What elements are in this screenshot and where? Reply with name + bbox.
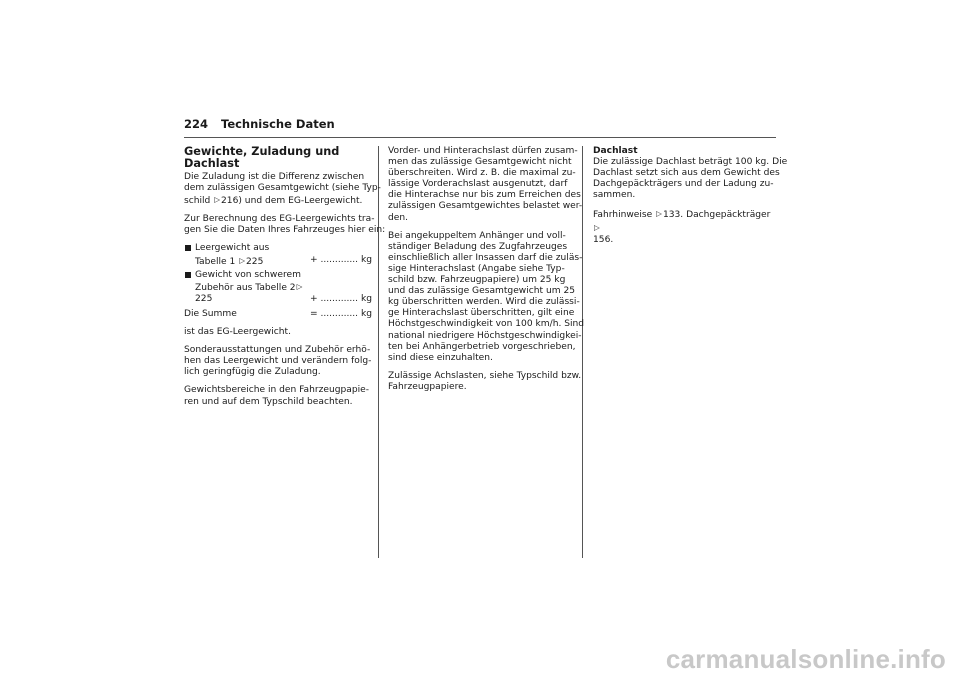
reference-arrow-icon: ▷	[296, 281, 303, 291]
page-title: Technische Daten	[221, 117, 335, 131]
trailer-paragraph: Bei angekuppeltem Anhänger und voll- ständiger Beladung des Zugfahrzeuges einschließlich aller Insassen darf die zuläs- sige Hinterachslast (Angabe siehe Typ- schild bzw. Fahrzeugpapiere) um 25 kg und das zulässige Gesamtgewicht um 25 kg überschritten werden. Wird die zulässi- ge Hinterachslast überschritten, gilt eine Höchstgeschwindigkeit von 100 km/h. Sind national niedrigere Höchstgeschwindigkei- ten bei Anhängerbetrieb vorgeschrieben, sind diese einzuhalten.	[388, 230, 585, 363]
square-bullet-icon	[185, 245, 191, 251]
axle-reference-paragraph: Zulässige Achslasten, siehe Typschild bzw. Fahrzeugpapiere.	[388, 370, 582, 392]
weight-entry-field: + ............. kg	[309, 254, 372, 265]
section-heading-line: Gewichte, Zuladung und	[184, 145, 340, 158]
column-divider-left	[378, 146, 379, 558]
result-text: ist das EG-Leergewicht.	[184, 327, 291, 338]
list-item-heavy-accessories: Gewicht von schwerem Zubehör aus Tabelle 2▷ 225 + ............. kg	[184, 270, 372, 305]
reference-arrow-icon: ▷	[214, 195, 221, 205]
section-heading	[184, 146, 372, 170]
reference-arrow-icon: ▷	[594, 222, 600, 232]
extras-paragraph: Sonderausstattungen und Zubehör erhö- hen das Leergewicht und verändern folg- lich geringfügig die Zuladung.	[184, 345, 372, 378]
reference-arrow-icon: ▷	[239, 255, 246, 265]
column-3	[593, 146, 788, 253]
weight-entry-field: + ............. kg	[309, 293, 372, 304]
roof-load-paragraph: Die zulässige Dachlast beträgt 100 kg. Die Dachlast setzt sich aus dem Gewicht des Dachgepäckträgers und der Ladung zu- sammen.	[593, 157, 788, 201]
column-2	[388, 146, 585, 400]
sum-entry-field: = ............. kg	[309, 308, 372, 319]
axle-load-paragraph: Vorder- und Hinterachslast dürfen zusam- men das zulässige Gesamtgewicht nicht überschreiten. Wird z. B. die maximal zu- lässige Vorderachslast ausgenutzt, darf die Hinterachse nur bis zum Erreichen des zulässigen Gesamtgewichtes belastet wer- den.	[388, 146, 583, 223]
square-bullet-icon	[185, 272, 191, 278]
calc-paragraph: Zur Berechnung des EG-Leergewichts tra- gen Sie die Daten Ihres Fahrzeuges hier ein:	[184, 214, 386, 236]
driving-hints-paragraph: Fahrhinweise ▷133. Dachgepäckträger ▷ 156.	[593, 209, 771, 245]
watermark: carmanualsonline.info	[665, 644, 946, 674]
intro-paragraph: Die Zuladung ist die Differenz zwischen dem zulässigen Gesamtgewicht (siehe Typ- schild ▷216) und dem EG-Leergewicht.	[184, 172, 381, 207]
list-item-empty-weight: Leergewicht aus Tabelle 1 ▷225 + ............. kg	[184, 243, 372, 267]
page-number: 224	[184, 117, 209, 131]
reference-arrow-icon: ▷	[656, 209, 662, 219]
ranges-paragraph: Gewichtsbereiche in den Fahrzeugpapie- ren und auf dem Typschild beachten.	[184, 385, 370, 407]
header-rule	[184, 137, 776, 138]
sum-row: Die Summe = ............. kg	[184, 308, 372, 319]
section-heading-line: Dachlast	[184, 157, 240, 170]
roof-load-heading: Dachlast	[593, 146, 638, 156]
column-1	[184, 145, 386, 415]
